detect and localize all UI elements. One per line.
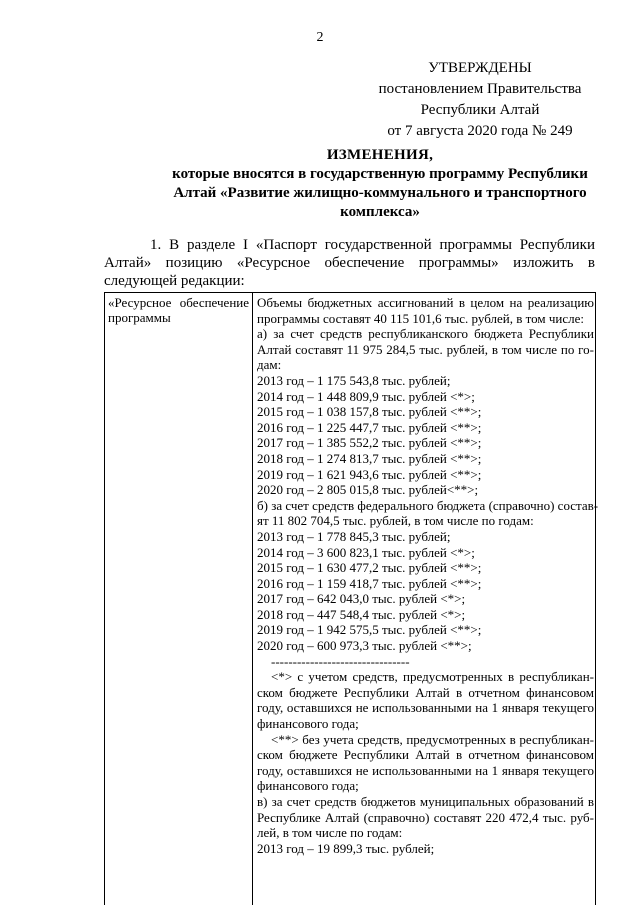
table-content-line: финансового года;	[257, 716, 359, 732]
table-content-line: 2013 год – 1 175 543,8 тыс. рублей;	[257, 372, 451, 388]
table-content-line: б) за счет средств федерального бюджета (справочно) состав-	[257, 497, 599, 513]
document-title	[130, 146, 630, 222]
table-content-line: 2019 год – 1 621 943,6 тыс. рублей <**>;	[257, 466, 482, 482]
table-content-line: году, оставшихся не использованными на 1 января текущего	[257, 700, 594, 716]
approval-issuer-line: постановлением Правительства	[378, 81, 582, 97]
table-content-line: 2015 год – 1 038 157,8 тыс. рублей <**>;	[257, 404, 482, 420]
table-content-line: Алтай составят 11 975 284,5 тыс. рублей, в том числе по го-	[257, 341, 594, 357]
table-content-line: 2015 год – 1 630 477,2 тыс. рублей <**>;	[257, 560, 482, 576]
title-line: Алтай «Развитие жилищно-коммунального и транспортного	[173, 185, 587, 201]
table-content-line: дам:	[257, 357, 282, 373]
table-content-line: Республике Алтай (справочно) составят 220 472,4 тыс. руб-	[257, 809, 594, 825]
table-content-line: 2016 год – 1 225 447,7 тыс. рублей <**>;	[257, 419, 482, 435]
table-content-line: 2013 год – 19 899,3 тыс. рублей;	[257, 840, 435, 856]
table-content-line: 2020 год – 600 973,3 тыс. рублей <**>;	[257, 638, 472, 654]
table-content-line: Объемы бюджетных ассигнований в целом на реализацию	[257, 295, 594, 310]
page-number: 2	[316, 30, 324, 45]
table-content-line: 2017 год – 1 385 552,2 тыс. рублей <**>;	[257, 435, 482, 451]
approval-region-line: Республики Алтай	[420, 102, 540, 118]
table-content-line: <**> без учета средств, предусмотренных в республикан-	[271, 731, 594, 747]
table-content-line: 2014 год – 1 448 809,9 тыс. рублей <*>;	[257, 388, 475, 404]
table-content-line: 2013 год – 1 778 845,3 тыс. рублей;	[257, 528, 451, 544]
table-content-line: ском бюджете Республики Алтай в отчетном финансовом	[257, 684, 594, 700]
table-content-line: в) за счет средств бюджетов муниципальных образований в	[257, 794, 594, 809]
table-content-line: 2014 год – 3 600 823,1 тыс. рублей <*>;	[257, 544, 475, 560]
table-content-line: финансового года;	[257, 778, 359, 794]
table-content-cell	[254, 293, 599, 905]
table-content-line: 2016 год – 1 159 418,7 тыс. рублей <**>;	[257, 575, 482, 591]
title-heading: ИЗМЕНЕНИЯ,	[326, 147, 434, 163]
table-content-line: ят 11 802 704,5 тыс. рублей, в том числе по годам:	[257, 513, 534, 529]
resource-table	[104, 292, 599, 905]
table-content-line: а) за счет средств республиканского бюджета Республики	[257, 326, 594, 342]
table-content-line: лей, в том числе по годам:	[257, 825, 403, 841]
table-content-line: 2018 год – 447 548,4 тыс. рублей <*>;	[257, 606, 466, 622]
title-line: комплекса»	[340, 204, 420, 220]
table-content-line: <*> с учетом средств, предусмотренных в республикан-	[271, 669, 594, 685]
table-content-line: программы составят 40 115 101,6 тыс. рублей, в том числе:	[257, 310, 584, 326]
approval-block	[360, 58, 600, 142]
table-content-line: году, оставшихся не использованными на 1 января текущего	[257, 762, 594, 778]
approval-date-line: от 7 августа 2020 года № 249	[387, 123, 573, 139]
title-line: которые вносятся в государственную программу Республики	[172, 166, 588, 182]
table-content-line: 2017 год – 642 043,0 тыс. рублей <*>;	[257, 591, 466, 607]
table-label-cell	[105, 293, 253, 905]
intro-paragraph	[104, 236, 595, 290]
table-content-line: 2018 год – 1 274 813,7 тыс. рублей <**>;	[257, 450, 482, 466]
table-content-line: --------------------------------	[271, 653, 410, 669]
intro-text: следующей редакции:	[104, 273, 245, 289]
table-content-line: 2020 год – 2 805 015,8 тыс. рублей<**>;	[257, 482, 479, 498]
table-label-line: «Ресурсное обеспечение	[108, 295, 249, 310]
approval-status: УТВЕРЖДЕНЫ	[428, 60, 532, 76]
table-content-line: 2019 год – 1 942 575,5 тыс. рублей <**>;	[257, 622, 482, 638]
intro-text: Алтай» позицию «Ресурсное обеспечение программы» изложить в	[104, 255, 595, 271]
intro-text: 1. В разделе I «Паспорт государственной программы Республики	[150, 237, 595, 253]
table-content-line: ском бюджете Республики Алтай в отчетном финансовом	[257, 747, 594, 763]
table-label-line: программы	[108, 310, 171, 325]
table-label	[105, 293, 252, 325]
